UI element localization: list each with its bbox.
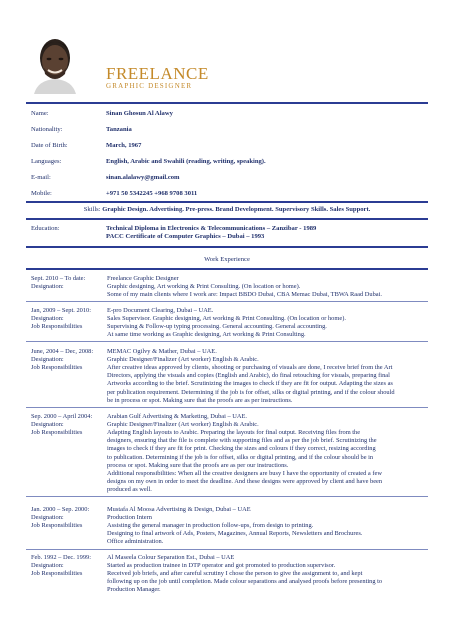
- job-line: Freelance Graphic Designer: [107, 275, 179, 282]
- work-heading: Work Experience: [204, 256, 250, 263]
- skills-line: [26, 206, 428, 214]
- job-line: Additional responsibilities: When all the creative designers are busy I have the opportunity of created a few: [107, 469, 382, 477]
- job-line: designers, ensuring that the file is complete with supporting files and as per the job brief. Scrutinizing the: [107, 437, 377, 445]
- job-line: Mustafa Al Moosa Advertising & Design, Dubai – UAE: [107, 506, 251, 513]
- job-label: Job Responsibilities: [31, 429, 83, 437]
- job-line: process or spot. Making sure that the proofs are as per our instructions.: [107, 461, 289, 469]
- job-label: Feb. 1992 – Dec. 1999:: [31, 554, 91, 561]
- job-label: Job Responsibilities: [31, 364, 83, 372]
- job-label: June, 2004 – Dec, 2008:: [31, 348, 94, 355]
- job-line: Artworks according to the brief. Scrutinizing the images to check if they are fit for output. Adapting the sizes as: [107, 380, 393, 388]
- job-label: Job Responsibilities: [31, 323, 83, 331]
- education-line: PACC Certificate of Computer Graphics – Dubai – 1993: [106, 233, 265, 240]
- job-line: Assisting the general manager in production follow-ups, from design to printing.: [107, 522, 314, 530]
- job-line: Graphic Designer/Finalizer (Art worker) English & Arabic.: [107, 421, 259, 429]
- job-divider: [26, 549, 428, 550]
- job-label: Jan. 2000 – Sep. 2000:: [31, 506, 90, 513]
- job-label: Job Responsibilities: [31, 570, 83, 578]
- nationality-label: Nationality:: [31, 126, 63, 133]
- languages-label: Languages:: [31, 158, 62, 165]
- mobile-label: Mobile:: [31, 190, 52, 197]
- nationality-value: Tanzania: [106, 126, 132, 133]
- job-line: Directors, applying the visuals and copies (English and Arabic), do final retouching for visuals, preparing final: [107, 372, 390, 380]
- job-line: designs on my own in order to meet the deadline. And these designs were approved by client and have been: [107, 477, 383, 485]
- education-label: Education:: [31, 225, 60, 232]
- job-label: Designation:: [31, 315, 64, 323]
- name-value: Sinan Ghosun Al Alawy: [106, 110, 173, 117]
- brand-subtitle: GRAPHIC DESIGNER: [106, 82, 193, 90]
- skills-label: Skills:: [83, 206, 101, 213]
- job-divider: [26, 496, 428, 497]
- job-line: Some of my main clients where I work are: Impact BBDO Dubai, CBA Memac Dubai, TBWA Raad Dubai.: [107, 291, 382, 299]
- job-line: Al Maseela Colour Separation Est., Dubai – UAE: [107, 554, 235, 561]
- dob-value: March, 1967: [106, 142, 142, 149]
- name-label: Name:: [31, 110, 49, 117]
- divider: [26, 201, 428, 203]
- job-line: images to check if they are fit for print. Checking the sizes and colours if they correct, resizing according: [107, 445, 376, 453]
- job-line: Supervising & Follow-up typing processing. General accounting. General accounting.: [107, 323, 327, 331]
- job-line: Graphic Designer/Finalizer (Art worker) English & Arabic.: [107, 356, 259, 364]
- job-divider: [26, 407, 428, 408]
- job-label: Sep. 2000 – April 2004:: [31, 413, 93, 420]
- job-line: Arabian Gulf Advertising & Marketing, Dubai – UAE.: [107, 413, 248, 420]
- job-label: Jan, 2009 – Sept. 2010:: [31, 307, 91, 314]
- job-label: Sept. 2010 – To date:: [31, 275, 86, 282]
- job-label: Designation:: [31, 514, 64, 522]
- job-line: to publication. Determining if the job is for offset, silks or digital printing, and if the colour should be in: [107, 453, 374, 461]
- brand-title: FREELANCE: [106, 64, 209, 83]
- job-line: be in process or spot. Making sure that the proofs are as per instructions.: [107, 396, 293, 404]
- dob-label: Date of Birth:: [31, 142, 68, 149]
- job-label: Designation:: [31, 356, 64, 364]
- job-line: produced as well.: [107, 485, 152, 493]
- job-line: Sales Supervisor. Graphic designing, Art working & Print Consulting. (On location or home).: [107, 315, 346, 323]
- job-line: After creative ideas approved by clients, shooting or purchasing of visuals are done, I receive brief from the Art: [107, 364, 393, 372]
- divider: [26, 218, 428, 220]
- header-rule: [26, 102, 428, 104]
- job-label: Designation:: [31, 283, 64, 291]
- job-line: following up on the job until completion. Made colour separations and analysed proofs before presenting to: [107, 578, 383, 586]
- profile-photo: [30, 32, 80, 94]
- divider: [26, 246, 428, 248]
- job-line: Graphic designing, Art working & Print Consulting. (On location or home).: [107, 283, 301, 291]
- divider: [26, 268, 428, 270]
- job-line: Adapting English layouts to Arabic. Preparing the layouts for final output. Receiving files from the: [107, 429, 361, 437]
- skills-value: Graphic Design. Advertising. Pre-press. Brand Development. Supervisory Skills. Sales Support.: [102, 206, 371, 213]
- job-line: per publication requirement. Determining if the job is for offset, silks or digital printing, and if the colour should: [107, 388, 395, 396]
- languages-value: English, Arabic and Swahili (reading, writing, speaking).: [106, 158, 266, 165]
- job-line: Office administration.: [107, 538, 164, 546]
- job-line: E-pro Document Clearing, Dubai – UAE.: [107, 307, 214, 314]
- job-label: Designation:: [31, 421, 64, 429]
- job-line: Received job briefs, and after careful scrutiny I chose the person to give the assignment to, and kept: [107, 570, 363, 578]
- email-label: E-mail:: [31, 174, 51, 181]
- job-line: At same time working as Graphic designing, Art working & Print Consulting.: [107, 331, 306, 339]
- job-label: Designation:: [31, 562, 64, 570]
- job-line: MEMAC Ogilvy & Mather, Dubai – UAE.: [107, 348, 217, 355]
- education-line: Technical Diploma in Electronics & Telecommunications – Zanzibar - 1989: [106, 225, 317, 232]
- job-divider: [26, 341, 428, 342]
- job-line: Production Intern: [107, 514, 152, 522]
- job-divider: [26, 301, 428, 302]
- email-value[interactable]: sinan.alalawy@gmail.com: [106, 174, 180, 181]
- job-line: Started as production trainee in DTP operator and got promoted to production supervisor.: [107, 562, 336, 570]
- brand-block: [106, 66, 209, 91]
- job-label: Job Responsibilities: [31, 522, 83, 530]
- job-line: Designing to final artwork of Ads, Posters, Magazines, Annual Reports, Newsletters and Brochures.: [107, 530, 363, 538]
- job-line: Production Manager.: [107, 586, 161, 594]
- mobile-value: +971 50 5342245 +968 9708 3011: [106, 190, 198, 197]
